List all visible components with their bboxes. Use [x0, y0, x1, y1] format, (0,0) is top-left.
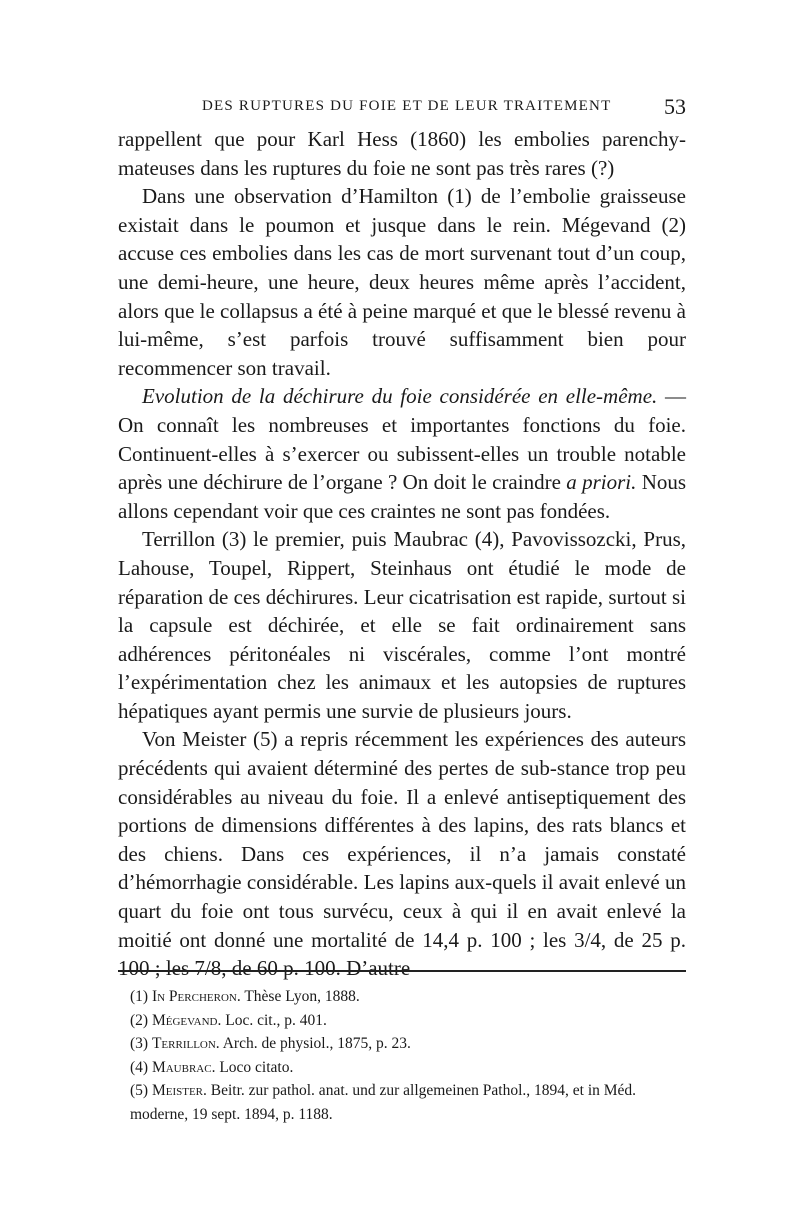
- running-head: [118, 94, 686, 118]
- footnote-author: Maubrac.: [151, 1058, 216, 1076]
- a-priori-italic: a priori.: [566, 470, 637, 495]
- footnotes: [118, 985, 686, 1126]
- footnote-2: [118, 1009, 686, 1033]
- footnote-text: Loc. cit., p. 401.: [225, 1011, 327, 1029]
- paragraph-5-text: Von Meister (5) a repris récemment les expériences des auteurs précédents qui avaient déterminé des pertes de sub-stance trop peu considérables au niveau du foie. Il a enlevé antiseptiquement des portions de dimensions différentes à des lapins, des rats blancs et des chiens. Dans ces expériences, il n’a jamais constaté d’hémorrhagie considérable. Les lapins aux-quels il avait enlevé un quart du foie ont tous survécu, ceux à qui il en avait enlevé la moitié ont donné une mortalité de 14,4 p. 100 ; les 3/4, de 25 p. 100 ; les 7/8, de 60 p. 100. D’autre: [118, 727, 686, 981]
- footnote-text: Beitr. zur pathol. anat. und zur allgemeinen Pathol., 1894, et in Méd. moderne, 19 sept. 1894, p. 1188.: [130, 1082, 637, 1123]
- footnote-1: [118, 985, 686, 1009]
- footnote-5: [118, 1079, 686, 1126]
- paragraph-1: [118, 125, 686, 182]
- footnote-author: Meister.: [151, 1082, 207, 1099]
- footnote-author: Terrillon.: [151, 1035, 220, 1052]
- footnote-author: In Percheron.: [151, 988, 241, 1005]
- paragraph-4: [118, 525, 686, 725]
- paragraph-3-tail: Nous allons cependant voir que ces craintes ne sont pas fondées.: [118, 470, 687, 523]
- footnote-author: Mégevand.: [151, 1011, 222, 1029]
- footnote-text: Arch. de physiol., 1875, p. 23.: [222, 1035, 411, 1052]
- footnote-number: (1): [130, 988, 149, 1005]
- paragraph-2: [118, 182, 686, 382]
- footnote-3: [118, 1032, 686, 1056]
- footnote-number: (5): [130, 1082, 149, 1099]
- paragraph-3: [118, 382, 686, 525]
- body-text: [118, 125, 686, 983]
- footnote-text: Loco citato.: [219, 1058, 294, 1076]
- footnote-divider: [118, 970, 686, 972]
- running-title: DES RUPTURES DU FOIE ET DE LEUR TRAITEMENT: [202, 98, 612, 114]
- section-italic-heading: Evolution de la déchirure du foie considérée en elle-même.: [142, 384, 658, 409]
- footnote-4: [118, 1056, 686, 1080]
- footnote-text: Thèse Lyon, 1888.: [244, 988, 360, 1005]
- paragraph-2-text: Dans une observation d’Hamilton (1) de l’embolie graisseuse existait dans le poumon et jusque dans le rein. Mégevand (2) accuse ces embolies dans les cas de mort survenant tout d’un coup, une demi-heure, une heure, deux heures même après l’accident, alors que le collapsus a été à peine marqué et que le blessé revenu à lui-même, s’est parfois trouvé suffisamment bien pour recommencer son travail.: [118, 184, 686, 380]
- footnote-number: (4): [130, 1058, 149, 1076]
- footnote-number: (3): [130, 1035, 149, 1052]
- paragraph-3-text: — On connaît les nombreuses et importantes fonctions du foie. Continuent-elles à s’exercer ou subissent-elles un trouble notable après une déchirure de l’organe ? On doit le craindre: [118, 384, 687, 495]
- paragraph-5: [118, 725, 686, 982]
- footnote-number: (2): [130, 1011, 149, 1029]
- page-number: 53: [664, 94, 686, 119]
- paragraph-4-text: Terrillon (3) le premier, puis Maubrac (4), Pavovissozcki, Prus, Lahouse, Toupel, Rippert, Steinhaus ont étudié le mode de réparation de ces déchirures. Leur cicatrisation est rapide, surtout si la capsule est déchirée, et elle se fait ordinairement sans adhérences péritonéales ni viscérales, comme l’ont montré l’expérimentation chez les animaux et les autopsies de ruptures hépatiques ayant permis une survie de plusieurs jours.: [118, 527, 686, 723]
- paragraph-1-text: rappellent que pour Karl Hess (1860) les embolies parenchy-mateuses dans les ruptures du foie ne sont pas très rares (?): [118, 127, 686, 180]
